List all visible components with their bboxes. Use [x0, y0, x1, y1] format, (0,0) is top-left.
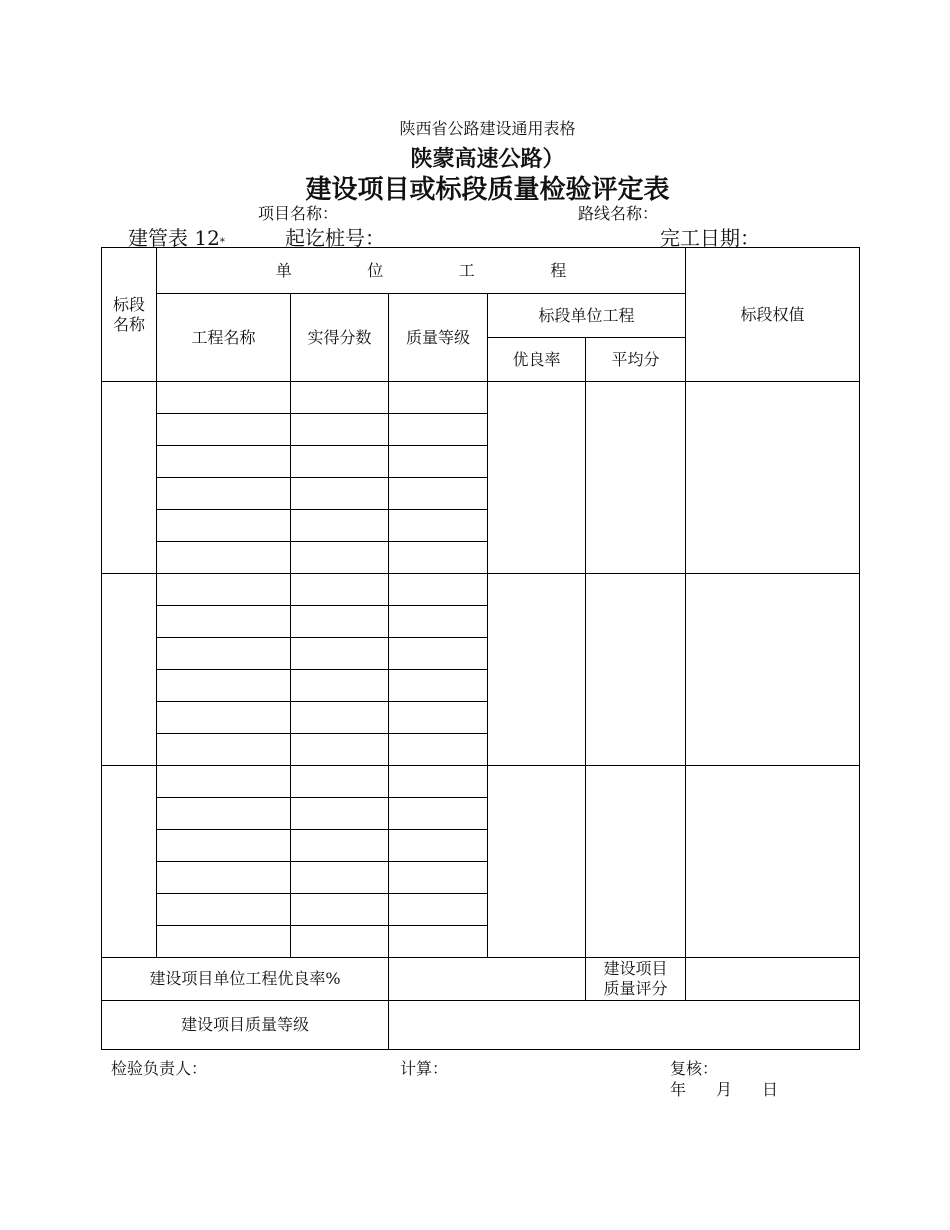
- form-code-mark: *: [219, 237, 225, 248]
- quality-grade-cell[interactable]: [389, 894, 488, 926]
- project-line: 陕蒙高速公路）: [410, 147, 565, 172]
- project-name-cell[interactable]: [157, 638, 291, 670]
- summary-quality-grade-label: 建设项目质量等级: [102, 1001, 389, 1050]
- project-name-cell[interactable]: [157, 510, 291, 542]
- average-score-cell[interactable]: [586, 766, 686, 958]
- year-label: 年: [670, 1080, 687, 1099]
- project-name-cell[interactable]: [157, 702, 291, 734]
- project-name-cell[interactable]: [157, 734, 291, 766]
- actual-score-cell[interactable]: [291, 862, 389, 894]
- project-name-cell[interactable]: [157, 606, 291, 638]
- summary-quality-score-value[interactable]: [686, 958, 860, 1001]
- section-weight-cell[interactable]: [686, 766, 860, 958]
- actual-score-cell[interactable]: [291, 670, 389, 702]
- project-name-cell[interactable]: [157, 382, 291, 414]
- actual-score-cell[interactable]: [291, 766, 389, 798]
- summary-quality-score-label: 建设项目质量评分: [586, 958, 686, 1001]
- quality-grade-cell[interactable]: [389, 478, 488, 510]
- project-name-cell[interactable]: [157, 862, 291, 894]
- quality-grade-cell[interactable]: [389, 542, 488, 574]
- average-score-header: 平均分: [586, 338, 686, 382]
- project-name-cell[interactable]: [157, 542, 291, 574]
- quality-grade-cell[interactable]: [389, 574, 488, 606]
- actual-score-cell[interactable]: [291, 638, 389, 670]
- section-weight-cell[interactable]: [686, 382, 860, 574]
- actual-score-cell[interactable]: [291, 894, 389, 926]
- actual-score-cell[interactable]: [291, 478, 389, 510]
- summary-quality-grade-value[interactable]: [389, 1001, 860, 1050]
- quality-grade-cell[interactable]: [389, 862, 488, 894]
- actual-score-cell[interactable]: [291, 574, 389, 606]
- project-name-cell[interactable]: [157, 670, 291, 702]
- quality-grade-cell[interactable]: [389, 382, 488, 414]
- section-unit-project-header: 标段单位工程: [488, 294, 686, 338]
- excellent-rate-cell[interactable]: [488, 382, 586, 574]
- section-name-cell[interactable]: [102, 574, 157, 766]
- quality-grade-header: 质量等级: [389, 294, 488, 382]
- quality-grade-cell[interactable]: [389, 670, 488, 702]
- summary-excellent-rate-value[interactable]: [389, 958, 586, 1001]
- actual-score-cell[interactable]: [291, 798, 389, 830]
- project-name-cell[interactable]: [157, 766, 291, 798]
- quality-grade-cell[interactable]: [389, 414, 488, 446]
- project-name-cell[interactable]: [157, 414, 291, 446]
- actual-score-cell[interactable]: [291, 830, 389, 862]
- date-line: [670, 1077, 778, 1100]
- project-name-cell[interactable]: [157, 478, 291, 510]
- project-name-label: 项目名称：: [258, 204, 339, 223]
- quality-grade-cell[interactable]: [389, 830, 488, 862]
- inspector-label: 检验负责人：: [111, 1059, 208, 1078]
- summary-excellent-rate-label: 建设项目单位工程优良率%: [102, 958, 389, 1001]
- quality-grade-cell[interactable]: [389, 926, 488, 958]
- actual-score-cell[interactable]: [291, 414, 389, 446]
- average-score-cell[interactable]: [586, 574, 686, 766]
- general-form-label: 陕西省公路建设通用表格: [399, 119, 576, 138]
- actual-score-cell[interactable]: [291, 382, 389, 414]
- quality-grade-cell[interactable]: [389, 638, 488, 670]
- day-label: 日: [762, 1080, 779, 1099]
- project-name-cell[interactable]: [157, 926, 291, 958]
- quality-grade-cell[interactable]: [389, 702, 488, 734]
- form-code-text: 建管表 12: [128, 226, 220, 250]
- project-name-cell[interactable]: [157, 446, 291, 478]
- project-name-cell[interactable]: [157, 798, 291, 830]
- table-row: [102, 766, 860, 798]
- calc-label: 计算：: [400, 1059, 449, 1078]
- route-name-label: 路线名称：: [578, 204, 659, 223]
- evaluation-table: [101, 247, 860, 1050]
- quality-grade-cell[interactable]: [389, 766, 488, 798]
- section-name-header: 标段名称: [102, 248, 157, 382]
- project-name-header: 工程名称: [157, 294, 291, 382]
- excellent-rate-header: 优良率: [488, 338, 586, 382]
- actual-score-cell[interactable]: [291, 542, 389, 574]
- quality-grade-cell[interactable]: [389, 446, 488, 478]
- table-row: [102, 574, 860, 606]
- average-score-cell[interactable]: [586, 382, 686, 574]
- section-weight-cell[interactable]: [686, 574, 860, 766]
- quality-grade-cell[interactable]: [389, 606, 488, 638]
- month-label: 月: [716, 1080, 733, 1099]
- actual-score-cell[interactable]: [291, 734, 389, 766]
- quality-grade-cell[interactable]: [389, 798, 488, 830]
- project-name-cell[interactable]: [157, 574, 291, 606]
- actual-score-cell[interactable]: [291, 606, 389, 638]
- project-name-cell[interactable]: [157, 830, 291, 862]
- completion-date-label: 完工日期：: [660, 226, 760, 250]
- section-weight-header: 标段权值: [686, 248, 860, 382]
- excellent-rate-cell[interactable]: [488, 574, 586, 766]
- review-label: 复核：: [670, 1059, 719, 1078]
- unit-project-header: 单 位 工 程: [157, 248, 686, 294]
- actual-score-cell[interactable]: [291, 926, 389, 958]
- actual-score-cell[interactable]: [291, 446, 389, 478]
- actual-score-cell[interactable]: [291, 510, 389, 542]
- excellent-rate-cell[interactable]: [488, 766, 586, 958]
- quality-grade-cell[interactable]: [389, 510, 488, 542]
- section-name-cell[interactable]: [102, 382, 157, 574]
- table-row: [102, 382, 860, 414]
- page-title: 建设项目或标段质量检验评定表: [305, 175, 670, 205]
- quality-grade-cell[interactable]: [389, 734, 488, 766]
- project-name-cell[interactable]: [157, 894, 291, 926]
- station-label: 起讫桩号：: [285, 226, 385, 250]
- section-name-cell[interactable]: [102, 766, 157, 958]
- actual-score-cell[interactable]: [291, 702, 389, 734]
- actual-score-header: 实得分数: [291, 294, 389, 382]
